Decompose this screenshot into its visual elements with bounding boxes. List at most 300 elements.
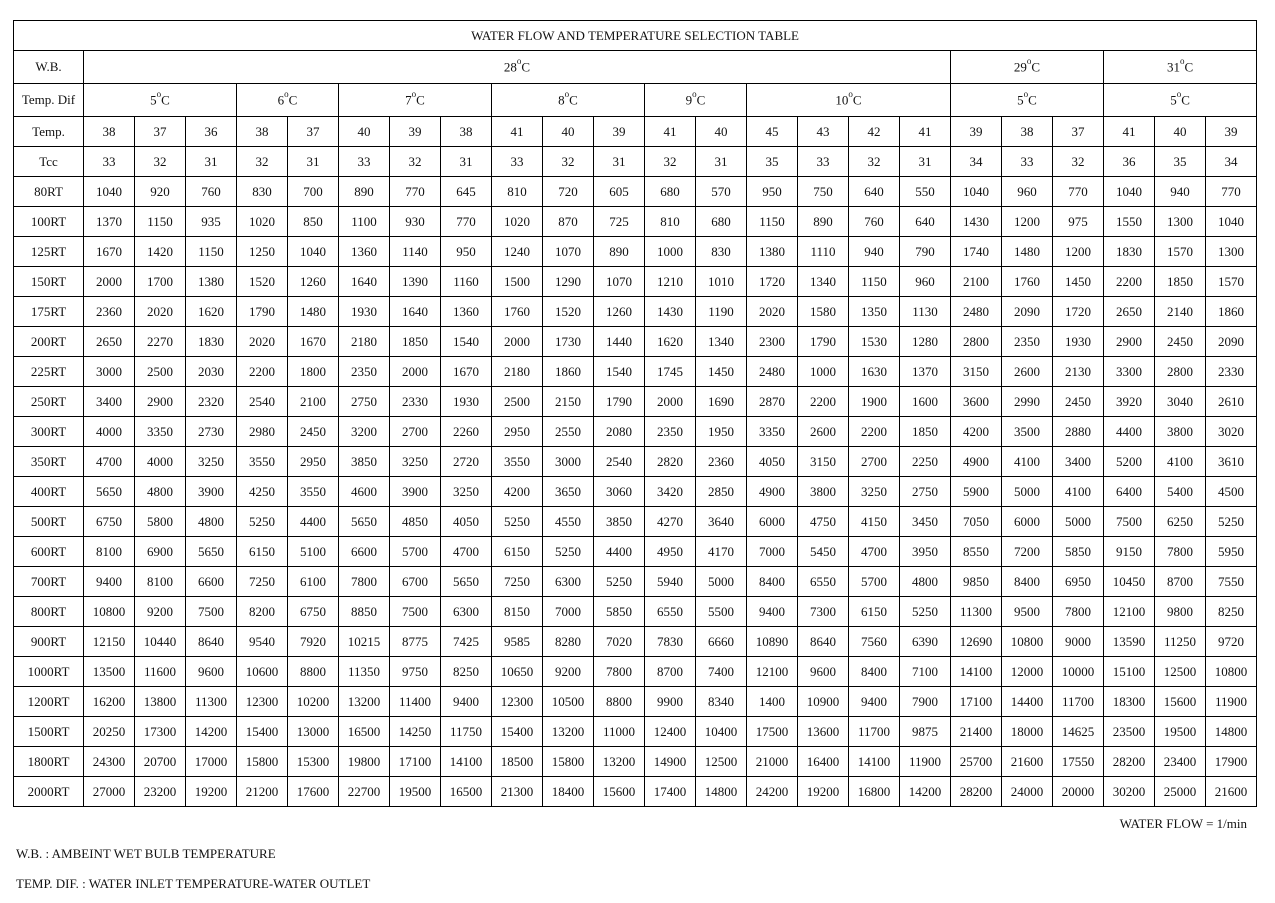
flow-value-cell: 8850 [339,597,390,627]
temp-dif-footnote: TEMP. DIF. : WATER INLET TEMPERATURE-WATER OUTLET [16,876,371,891]
flow-value-cell: 1730 [543,327,594,357]
flow-value-cell: 1150 [747,207,798,237]
temp-cell: 38 [237,117,288,147]
flow-value-cell: 7800 [339,567,390,597]
flow-value-cell: 720 [543,177,594,207]
flow-value-cell: 5650 [441,567,492,597]
flow-value-cell: 3420 [645,477,696,507]
temp-row [14,117,1257,147]
flow-value-cell: 3450 [900,507,951,537]
flow-value-cell: 1790 [798,327,849,357]
wb-group-header: 28$^o$C [84,51,951,84]
flow-value-cell: 5650 [84,477,135,507]
flow-value-cell: 3300 [1104,357,1155,387]
flow-value-cell: 890 [339,177,390,207]
temp-cell: 45 [747,117,798,147]
flow-value-cell: 3060 [594,477,645,507]
flow-value-cell: 9600 [186,657,237,687]
flow-value-cell: 2200 [1104,267,1155,297]
flow-value-cell: 6900 [135,537,186,567]
flow-value-cell: 6150 [237,537,288,567]
flow-value-cell: 14800 [696,777,747,807]
flow-value-cell: 17300 [135,717,186,747]
flow-value-cell: 935 [186,207,237,237]
flow-value-cell: 2360 [696,447,747,477]
flow-value-cell: 1860 [543,357,594,387]
flow-value-cell: 1140 [390,237,441,267]
tcc-cell: 35 [1155,147,1206,177]
flow-value-cell: 13200 [339,687,390,717]
flow-value-cell: 5250 [1206,507,1257,537]
flow-value-cell: 6250 [1155,507,1206,537]
flow-value-cell: 2140 [1155,297,1206,327]
flow-value-cell: 940 [849,237,900,267]
flow-value-cell: 21000 [747,747,798,777]
flow-value-cell: 5450 [798,537,849,567]
flow-value-cell: 19800 [339,747,390,777]
flow-value-cell: 5100 [288,537,339,567]
flow-value-cell: 17100 [390,747,441,777]
flow-value-cell: 9200 [543,657,594,687]
table-row [14,297,1257,327]
capacity-label: 900RT [14,627,84,657]
tcc-cell: 31 [594,147,645,177]
flow-value-cell: 24000 [1002,777,1053,807]
flow-value-cell: 2950 [492,417,543,447]
flow-value-cell: 10450 [1104,567,1155,597]
flow-value-cell: 11600 [135,657,186,687]
flow-value-cell: 4850 [390,507,441,537]
flow-value-cell: 2990 [1002,387,1053,417]
flow-value-cell: 3600 [951,387,1002,417]
flow-value-cell: 2100 [951,267,1002,297]
flow-value-cell: 1040 [1206,207,1257,237]
flow-value-cell: 6950 [1053,567,1104,597]
flow-value-cell: 950 [747,177,798,207]
flow-value-cell: 1100 [339,207,390,237]
flow-value-cell: 2730 [186,417,237,447]
flow-value-cell: 8100 [84,537,135,567]
flow-value-cell: 9400 [747,597,798,627]
flow-value-cell: 11350 [339,657,390,687]
flow-value-cell: 2900 [135,387,186,417]
flow-value-cell: 2200 [798,387,849,417]
flow-value-cell: 4600 [339,477,390,507]
flow-value-cell: 4200 [951,417,1002,447]
flow-value-cell: 2450 [1155,327,1206,357]
flow-value-cell: 2000 [390,357,441,387]
table-row [14,507,1257,537]
flow-value-cell: 1850 [900,417,951,447]
flow-value-cell: 770 [1206,177,1257,207]
capacity-label: 250RT [14,387,84,417]
flow-value-cell: 1720 [1053,297,1104,327]
table-row [14,267,1257,297]
flow-value-cell: 14200 [186,717,237,747]
flow-value-cell: 1300 [1155,207,1206,237]
flow-value-cell: 15800 [543,747,594,777]
flow-value-cell: 760 [186,177,237,207]
flow-value-cell: 16200 [84,687,135,717]
flow-value-cell: 9400 [849,687,900,717]
flow-value-cell: 8400 [1002,567,1053,597]
tcc-cell: 31 [288,147,339,177]
flow-value-cell: 6700 [390,567,441,597]
flow-value-cell: 1900 [849,387,900,417]
flow-value-cell: 3200 [339,417,390,447]
flow-value-cell: 1670 [84,237,135,267]
flow-value-cell: 5800 [135,507,186,537]
temp-cell: 41 [645,117,696,147]
flow-value-cell: 4050 [747,447,798,477]
flow-value-cell: 15300 [288,747,339,777]
flow-value-cell: 2480 [951,297,1002,327]
flow-value-cell: 1020 [492,207,543,237]
flow-value-cell: 2500 [135,357,186,387]
temp-dif-header: 5$^o$C [1104,84,1257,117]
table-row [14,237,1257,267]
flow-value-cell: 760 [849,207,900,237]
flow-value-cell: 12500 [696,747,747,777]
flow-value-cell: 18300 [1104,687,1155,717]
flow-value-cell: 2450 [1053,387,1104,417]
flow-value-cell: 6400 [1104,477,1155,507]
flow-value-cell: 1570 [1155,237,1206,267]
flow-value-cell: 3800 [1155,417,1206,447]
flow-value-cell: 8400 [747,567,798,597]
flow-value-cell: 3950 [900,537,951,567]
flow-value-cell: 7300 [798,597,849,627]
flow-value-cell: 1150 [849,267,900,297]
flow-value-cell: 3400 [1053,447,1104,477]
tcc-cell: 31 [696,147,747,177]
capacity-label: 1000RT [14,657,84,687]
flow-value-cell: 5250 [237,507,288,537]
flow-value-cell: 3850 [339,447,390,477]
tcc-cell: 33 [1002,147,1053,177]
flow-value-cell: 3250 [849,477,900,507]
flow-value-cell: 12300 [237,687,288,717]
flow-value-cell: 1160 [441,267,492,297]
flow-value-cell: 25700 [951,747,1002,777]
flow-value-cell: 9540 [237,627,288,657]
flow-value-cell: 1790 [594,387,645,417]
flow-value-cell: 1380 [186,267,237,297]
flow-value-cell: 1440 [594,327,645,357]
flow-value-cell: 1850 [1155,267,1206,297]
tcc-cell: 32 [1053,147,1104,177]
flow-value-cell: 1630 [849,357,900,387]
flow-value-cell: 21600 [1206,777,1257,807]
flow-value-cell: 1040 [1104,177,1155,207]
flow-value-cell: 9000 [1053,627,1104,657]
flow-value-cell: 1260 [288,267,339,297]
flow-value-cell: 960 [900,267,951,297]
table-row [14,627,1257,657]
flow-value-cell: 7830 [645,627,696,657]
flow-value-cell: 12100 [747,657,798,687]
flow-value-cell: 2850 [696,477,747,507]
flow-value-cell: 3150 [951,357,1002,387]
capacity-label: 1500RT [14,717,84,747]
flow-value-cell: 770 [1053,177,1104,207]
flow-value-cell: 1760 [492,297,543,327]
flow-value-cell: 7560 [849,627,900,657]
table-row [14,657,1257,687]
flow-value-cell: 8250 [1206,597,1257,627]
flow-value-cell: 570 [696,177,747,207]
flow-value-cell: 890 [798,207,849,237]
flow-value-cell: 2750 [339,387,390,417]
flow-value-cell: 3850 [594,507,645,537]
flow-value-cell: 810 [645,207,696,237]
capacity-label: 80RT [14,177,84,207]
temp-cell: 39 [390,117,441,147]
flow-value-cell: 15400 [492,717,543,747]
flow-value-cell: 1930 [1053,327,1104,357]
flow-value-cell: 7920 [288,627,339,657]
flow-value-cell: 1000 [645,237,696,267]
temp-cell: 37 [1053,117,1104,147]
flow-value-cell: 11250 [1155,627,1206,657]
flow-value-cell: 12690 [951,627,1002,657]
tcc-cell: 34 [1206,147,1257,177]
wb-group-header: 31$^o$C [1104,51,1257,84]
temp-cell: 38 [84,117,135,147]
flow-value-cell: 2650 [84,327,135,357]
flow-value-cell: 21400 [951,717,1002,747]
flow-value-cell: 30200 [1104,777,1155,807]
flow-value-cell: 1640 [390,297,441,327]
flow-value-cell: 2820 [645,447,696,477]
flow-value-cell: 2950 [288,447,339,477]
flow-value-cell: 5850 [594,597,645,627]
flow-value-cell: 1620 [645,327,696,357]
capacity-label: 700RT [14,567,84,597]
flow-value-cell: 16500 [339,717,390,747]
tcc-row [14,147,1257,177]
flow-value-cell: 1010 [696,267,747,297]
flow-value-cell: 15400 [237,717,288,747]
flow-value-cell: 2610 [1206,387,1257,417]
flow-value-cell: 8775 [390,627,441,657]
tcc-cell: 32 [135,147,186,177]
flow-value-cell: 3920 [1104,387,1155,417]
flow-value-cell: 3500 [1002,417,1053,447]
flow-value-cell: 2270 [135,327,186,357]
capacity-label: 175RT [14,297,84,327]
flow-value-cell: 21200 [237,777,288,807]
flow-value-cell: 1640 [339,267,390,297]
flow-value-cell: 1790 [237,297,288,327]
flow-value-cell: 14100 [849,747,900,777]
flow-value-cell: 6600 [186,567,237,597]
flow-value-cell: 7800 [1053,597,1104,627]
flow-value-cell: 810 [492,177,543,207]
flow-value-cell: 2180 [492,357,543,387]
flow-value-cell: 13000 [288,717,339,747]
flow-value-cell: 9585 [492,627,543,657]
flow-value-cell: 5250 [900,597,951,627]
flow-value-cell: 1540 [594,357,645,387]
flow-value-cell: 6000 [747,507,798,537]
flow-value-cell: 950 [441,237,492,267]
flow-value-cell: 4270 [645,507,696,537]
flow-value-cell: 2480 [747,357,798,387]
temp-dif-header: 6$^o$C [237,84,339,117]
flow-value-cell: 4400 [1104,417,1155,447]
flow-value-cell: 2980 [237,417,288,447]
flow-value-cell: 3350 [135,417,186,447]
table-row [14,747,1257,777]
flow-value-cell: 12150 [84,627,135,657]
flow-value-cell: 23500 [1104,717,1155,747]
flow-value-cell: 960 [1002,177,1053,207]
flow-value-cell: 11300 [951,597,1002,627]
flow-value-cell: 2540 [594,447,645,477]
flow-value-cell: 920 [135,177,186,207]
flow-value-cell: 2700 [390,417,441,447]
flow-value-cell: 4250 [237,477,288,507]
flow-value-cell: 7800 [1155,537,1206,567]
flow-value-cell: 6000 [1002,507,1053,537]
temp-dif-header: 8$^o$C [492,84,645,117]
flow-value-cell: 4800 [900,567,951,597]
temp-cell: 42 [849,117,900,147]
flow-value-cell: 10650 [492,657,543,687]
flow-value-cell: 9720 [1206,627,1257,657]
flow-value-cell: 8250 [441,657,492,687]
flow-value-cell: 6600 [339,537,390,567]
flow-value-cell: 2000 [84,267,135,297]
flow-value-cell: 1390 [390,267,441,297]
flow-value-cell: 25000 [1155,777,1206,807]
flow-value-cell: 11900 [1206,687,1257,717]
flow-value-cell: 850 [288,207,339,237]
flow-value-cell: 17900 [1206,747,1257,777]
flow-value-cell: 2080 [594,417,645,447]
flow-value-cell: 700 [288,177,339,207]
flow-value-cell: 1150 [186,237,237,267]
flow-value-cell: 1360 [441,297,492,327]
flow-value-cell: 27000 [84,777,135,807]
flow-value-cell: 1570 [1206,267,1257,297]
flow-value-cell: 10800 [84,597,135,627]
temp-cell: 40 [339,117,390,147]
tcc-cell: 33 [84,147,135,177]
flow-value-cell: 2870 [747,387,798,417]
flow-value-cell: 2550 [543,417,594,447]
flow-value-cell: 6660 [696,627,747,657]
flow-value-cell: 4800 [135,477,186,507]
flow-value-cell: 3900 [186,477,237,507]
water-flow-unit-note: WATER FLOW = 1/min [1119,816,1247,831]
flow-value-cell: 2350 [339,357,390,387]
tcc-cell: 36 [1104,147,1155,177]
flow-value-cell: 12000 [1002,657,1053,687]
flow-value-cell: 10800 [1002,627,1053,657]
flow-value-cell: 2180 [339,327,390,357]
flow-value-cell: 10000 [1053,657,1104,687]
temp-cell: 38 [441,117,492,147]
flow-value-cell: 1760 [1002,267,1053,297]
flow-value-cell: 1420 [135,237,186,267]
flow-value-cell: 1150 [135,207,186,237]
temp-dif-header: 9$^o$C [645,84,747,117]
flow-value-cell: 7250 [492,567,543,597]
flow-value-cell: 1480 [288,297,339,327]
flow-value-cell: 16800 [849,777,900,807]
flow-value-cell: 2500 [492,387,543,417]
wb-label: W.B. [14,51,84,84]
flow-value-cell: 19500 [390,777,441,807]
tcc-cell: 33 [798,147,849,177]
flow-value-cell: 6150 [849,597,900,627]
flow-value-cell: 15800 [237,747,288,777]
flow-value-cell: 24300 [84,747,135,777]
flow-value-cell: 12300 [492,687,543,717]
flow-value-cell: 3550 [492,447,543,477]
flow-value-cell: 1600 [900,387,951,417]
flow-value-cell: 1040 [84,177,135,207]
wb-footnote: W.B. : AMBEINT WET BULB TEMPERATURE [16,846,276,861]
flow-value-cell: 2880 [1053,417,1104,447]
flow-value-cell: 6390 [900,627,951,657]
flow-value-cell: 10215 [339,627,390,657]
flow-value-cell: 2200 [237,357,288,387]
flow-value-cell: 17400 [645,777,696,807]
flow-value-cell: 14100 [951,657,1002,687]
capacity-label: 150RT [14,267,84,297]
table-row [14,447,1257,477]
flow-value-cell: 1340 [696,327,747,357]
flow-value-cell: 1070 [543,237,594,267]
table-row [14,567,1257,597]
flow-value-cell: 4050 [441,507,492,537]
flow-value-cell: 4000 [84,417,135,447]
flow-value-cell: 15600 [594,777,645,807]
flow-value-cell: 680 [696,207,747,237]
table-row [14,357,1257,387]
flow-value-cell: 1540 [441,327,492,357]
flow-value-cell: 11900 [900,747,951,777]
flow-value-cell: 7000 [543,597,594,627]
flow-value-cell: 23400 [1155,747,1206,777]
flow-value-cell: 5000 [696,567,747,597]
flow-value-cell: 7500 [1104,507,1155,537]
flow-value-cell: 2330 [1206,357,1257,387]
flow-value-cell: 3040 [1155,387,1206,417]
flow-value-cell: 2350 [1002,327,1053,357]
flow-value-cell: 2000 [645,387,696,417]
flow-value-cell: 3640 [696,507,747,537]
flow-value-cell: 17600 [288,777,339,807]
flow-value-cell: 2020 [135,297,186,327]
flow-value-cell: 1430 [645,297,696,327]
flow-value-cell: 3800 [798,477,849,507]
flow-value-cell: 1370 [900,357,951,387]
flow-value-cell: 1860 [1206,297,1257,327]
flow-value-cell: 7400 [696,657,747,687]
flow-value-cell: 1720 [747,267,798,297]
flow-value-cell: 5650 [339,507,390,537]
flow-value-cell: 19200 [186,777,237,807]
temp-dif-header: 10$^o$C [747,84,951,117]
flow-value-cell: 12100 [1104,597,1155,627]
flow-value-cell: 21300 [492,777,543,807]
flow-value-cell: 2000 [492,327,543,357]
flow-value-cell: 2090 [1002,297,1053,327]
